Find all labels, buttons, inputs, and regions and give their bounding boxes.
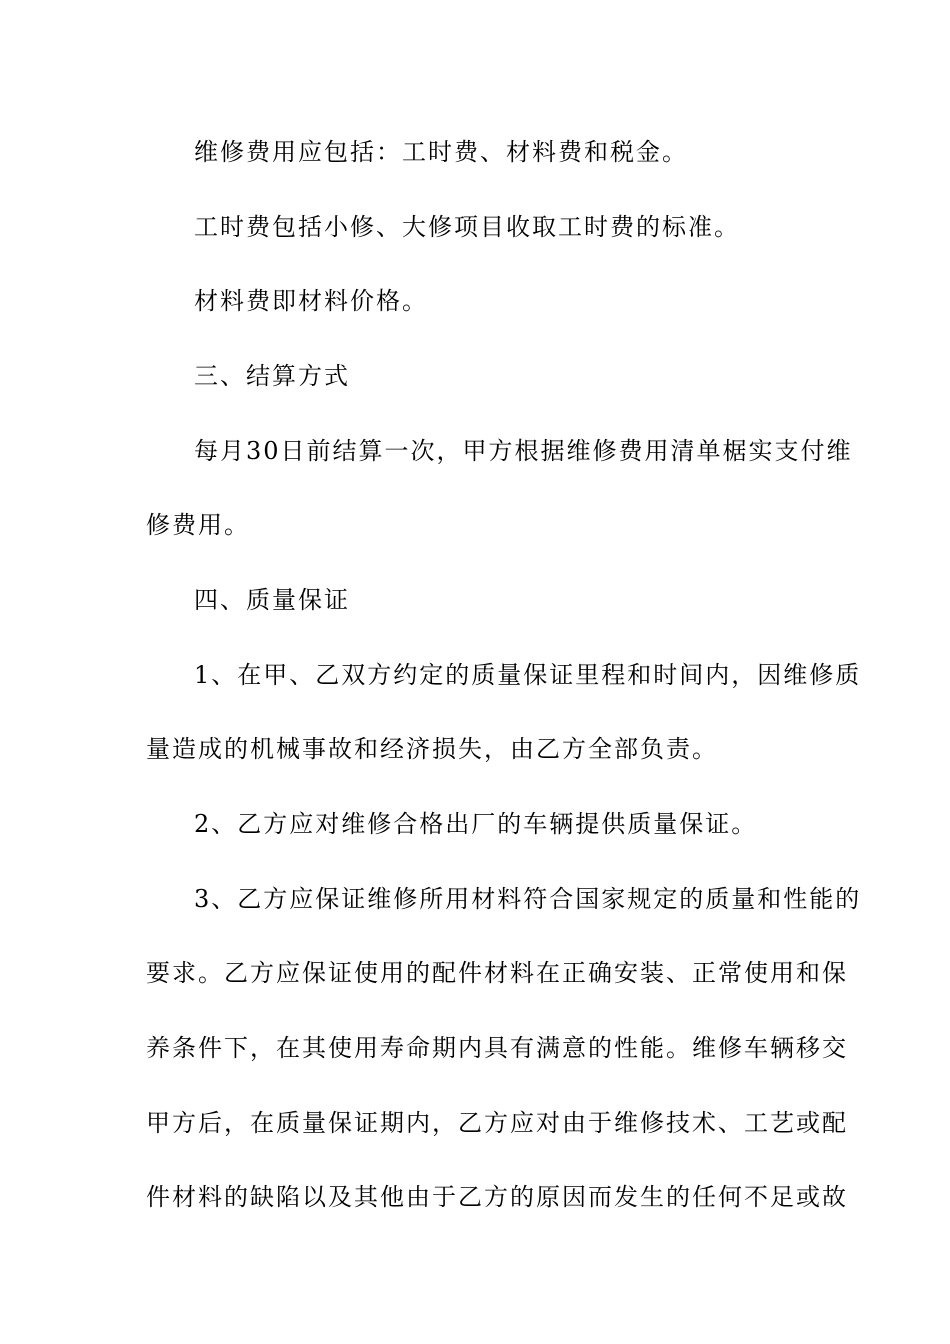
section-heading: 三、结算方式 (194, 362, 350, 390)
paragraph-line: 养条件下，在其使用寿命期内具有满意的性能。维修车辆移交 (146, 1034, 848, 1062)
section-heading: 四、质量保证 (194, 586, 350, 614)
paragraph-line: 1、在甲、乙双方约定的质量保证里程和时间内，因维修质 (194, 661, 862, 689)
paragraph-line: 每月30日前结算一次，甲方根据维修费用清单椐实支付维 (194, 437, 853, 465)
paragraph-line: 要求。乙方应保证使用的配件材料在正确安装、正常使用和保 (146, 959, 848, 987)
paragraph-line: 修费用。 (146, 511, 250, 539)
paragraph-line: 材料费即材料价格。 (194, 287, 428, 315)
paragraph-line: 甲方后，在质量保证期内，乙方应对由于维修技术、工艺或配 (146, 1109, 848, 1137)
paragraph-line: 工时费包括小修、大修项目收取工时费的标准。 (194, 213, 740, 241)
paragraph-line: 件材料的缺陷以及其他由于乙方的原因而发生的任何不足或故 (146, 1183, 848, 1211)
paragraph-line: 量造成的机械事故和经济损失，由乙方全部负责。 (146, 735, 718, 763)
paragraph-line: 2、乙方应对维修合格出厂的车辆提供质量保证。 (194, 810, 758, 838)
paragraph-line: 维修费用应包括：工时费、材料费和税金。 (194, 138, 688, 166)
paragraph-line: 3、乙方应保证维修所用材料符合国家规定的质量和性能的 (194, 885, 862, 913)
